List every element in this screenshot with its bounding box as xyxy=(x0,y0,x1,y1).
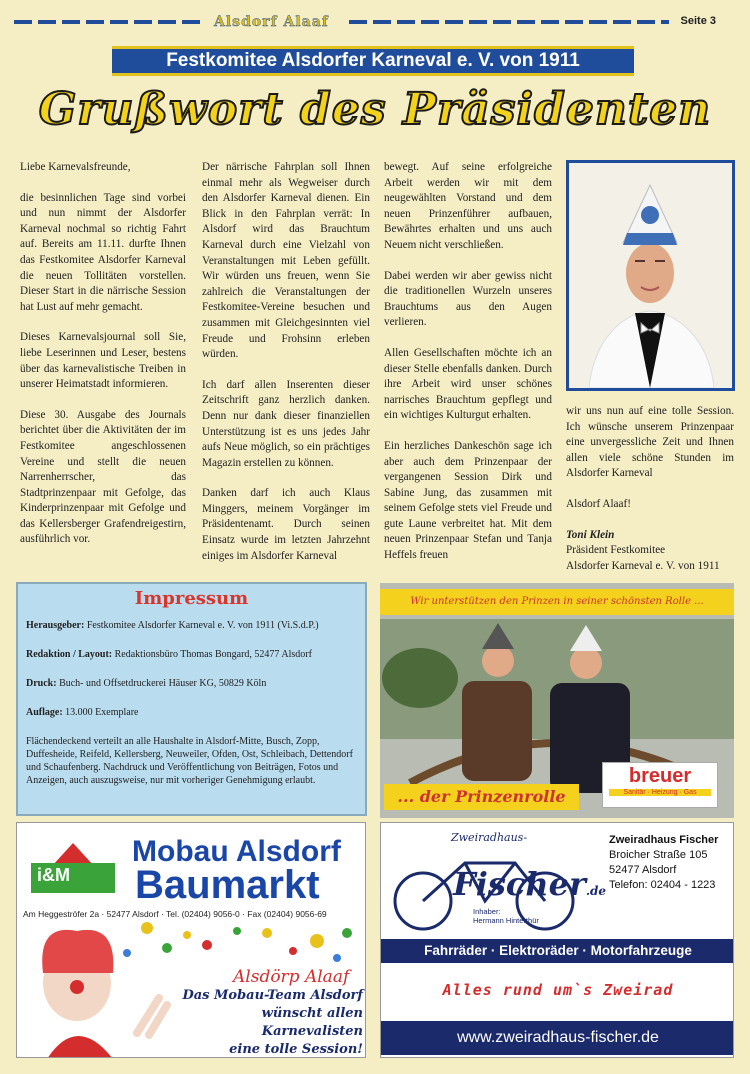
brand-title: Alsdorf Alaaf xyxy=(214,14,329,30)
header-rule-right xyxy=(349,20,669,24)
signature-name: Toni Klein xyxy=(566,528,615,541)
mobau-message xyxy=(167,987,363,1058)
paragraph: bewegt. Auf seine erfolgreiche Arbeit werden wir mit dem neugewählten Vorstand und dem neuen Prinzenführer aufbauen, Bewährtes erhalten und uns auch Neuem nicht verschließen. xyxy=(384,161,552,251)
fischer-ad xyxy=(380,822,734,1058)
impressum-title: Impressum xyxy=(134,588,249,609)
paragraph: Ich darf allen Inserenten dieser Zeitschrift ganz herzlich danken. Denn nur dank dieser finanziellen Unterstützung ist es uns jedes Jahr aufs Neue möglich, so ein prächtiges Magazin erstellen zu können. xyxy=(202,378,370,469)
page-header xyxy=(14,14,736,30)
row-label: Auflage: xyxy=(26,707,63,718)
fischer-logo xyxy=(453,865,606,903)
impressum-row xyxy=(26,706,357,719)
article-column-2 xyxy=(202,160,370,579)
prinzenrolle-ad xyxy=(380,583,734,818)
row-label: Redaktion / Layout: xyxy=(26,649,113,660)
logo-prefix: Zweiradhaus- xyxy=(451,831,528,844)
owner-name: Hermann Hinterthür xyxy=(473,916,539,925)
row-value: Festkomitee Alsdorfer Karneval e. V. von 1911 (Vi.S.d.P.) xyxy=(84,620,319,631)
shop-name: Zweiradhaus Fischer xyxy=(609,834,719,846)
shop-street: Broicher Straße 105 xyxy=(609,849,708,861)
shop-city: 52477 Alsdorf xyxy=(609,864,677,876)
impressum-row xyxy=(26,648,357,661)
banner-text: Wir unterstützen den Prinzen in seiner schönsten Rolle ... xyxy=(410,596,704,607)
row-value: 13.000 Exemplare xyxy=(62,707,139,718)
breuer-logo xyxy=(602,762,718,808)
owner xyxy=(473,907,539,925)
prinzenrolle-label: ... der Prinzenrolle xyxy=(384,784,579,810)
impressum-box xyxy=(16,582,367,816)
mobau-baumarkt: Baumarkt xyxy=(135,863,320,907)
president-photo xyxy=(566,160,735,391)
impressum-note: Flächendeckend verteilt an alle Haushalte in Alsdorf-Mitte, Busch, Zopp, Duffesheide, Reifeld, Kellersberg, Neuweiler, Ofden, Ost, Schleibach, Dettendorf und Schaufenberg. Nachdruck und Veröffentlichung von Beiträgen, Fotos und Anzeigen, auch auszugsweise, nur mit vorheriger Genehmigung erlaubt. xyxy=(26,736,353,786)
article-column-4 xyxy=(566,404,734,574)
logo-tld: .de xyxy=(585,884,607,898)
paragraph: Allen Gesellschaften möchte ich an dieser Stelle ebenfalls danken. Durch ihre Arbeit wird unser schönes narrisches Brauchtum gepflegt und ein wichtiges Kulturgut erhalten. xyxy=(384,346,552,422)
breuer-tagline: Sanitär · Heizung · Gas xyxy=(609,789,711,796)
paragraph: Der närrische Fahrplan soll Ihnen einmal mehr als Wegweiser durch den Alsdorfer Karneval dienen. Ein Blick in den Fahrplan verrät: In Alsdorf wird das Brauchtum Karneval durch eine Vielzahl von Veranstaltungen mit Leben gefüllt. Wir würden uns freuen, wenn Sie zahlreich die Veranstaltungen der Festkomitee-Vereine besuchen und zusammen mit Gleichgesinnten viel Freude und Frohsinn erleben würden. xyxy=(202,161,370,361)
mobau-name: Mobau Alsdorf xyxy=(132,835,341,868)
paragraph: Dieses Karnevalsjournal soll Sie, liebe Leserinnen und Leser, bestens über das karnevalistische Treiben in unserer Heimatstadt informieren. xyxy=(20,331,186,391)
row-value: Redaktionsbüro Thomas Bongard, 52477 Alsdorf xyxy=(112,649,312,660)
impressum-row xyxy=(26,677,357,690)
paragraph: wir uns nun auf eine tolle Session. Ich wünsche unserem Prinzenpaar eine unvergessliche Zeit und Ihnen allen viele schöne Stunden im Alsdorfer Karneval xyxy=(566,405,734,480)
message-line: eine tolle Session! xyxy=(229,1042,363,1057)
paragraph: Danken darf ich auch Klaus Minggers, meinem Vorgänger im Präsidentenamt. Durch seinen Einsatz wurde im letzten Jahrzehnt einiges im Alsdorfer Karneval xyxy=(202,487,370,562)
page-number: Seite 3 xyxy=(680,15,716,27)
article-column-1 xyxy=(20,160,186,563)
headline: Grußwort des Präsidenten xyxy=(38,84,712,135)
row-label: Druck: xyxy=(26,678,57,689)
impressum-row xyxy=(26,619,357,632)
signature-role: Präsident Festkomitee xyxy=(566,544,666,557)
mobau-alaaf: Alsdörp Alaaf xyxy=(233,967,350,987)
im-logo: i&M xyxy=(37,865,70,885)
mobau-address: Am Heggeströfer 2a · 52477 Alsdorf · Tel. (02404) 9056-0 · Fax (02404) 9056-69 xyxy=(23,909,327,919)
shop-phone: Telefon: 02404 - 1223 xyxy=(609,879,716,891)
paragraph: Dabei werden wir aber gewiss nicht die traditionellen Wurzeln unseres Brauchtums aus den Augen verlieren. xyxy=(384,269,552,329)
owner-label: Inhaber: xyxy=(473,907,501,916)
breuer-name: breuer xyxy=(628,765,692,787)
services-bar: Fahrräder · Elektroräder · Motorfahrzeuge xyxy=(381,939,734,963)
signature-org: Alsdorfer Karneval e. V. von 1911 xyxy=(566,559,720,572)
message-line: wünscht allen Karnevalisten xyxy=(261,1006,363,1039)
org-title-bar: Festkomitee Alsdorfer Karneval e. V. von 1911 xyxy=(112,46,634,76)
paragraph: Ein herzliches Dankeschön sage ich aber auch dem Prinzenpaar der vergangenen Session Dirk und Sabine Jung, das zusammen mit seinem Gefolge stets viel Freude und gute Laune verbreitet hat. Mit dem neuen Prinzenpaar Stefan und Tanja Heffels freuen xyxy=(384,439,552,562)
prinzen-banner xyxy=(380,589,734,615)
row-label: Herausgeber: xyxy=(26,620,85,631)
salutation: Liebe Karnevalsfreunde, xyxy=(20,161,131,173)
row-value: Buch- und Offsetdruckerei Häuser KG, 50829 Köln xyxy=(56,678,267,689)
president-portrait-image xyxy=(569,163,732,388)
fischer-address xyxy=(609,833,718,893)
website-link[interactable]: www.zweiradhaus-fischer.de xyxy=(381,1021,734,1055)
mobau-ad xyxy=(16,822,366,1058)
logo-name: Fischer xyxy=(453,865,586,903)
message-line: Das Mobau-Team Alsdorf xyxy=(182,988,363,1003)
paragraph: Diese 30. Ausgabe des Journals berichtet über die Aktivitäten der im Festkomitee angeschlossenen Vereine und stellt die neuen Narrenherrscher, das Stadtprinzenpaar mit Gefolge, das Kinderprinzenpaar mit Gefolge und das Kellersberger Grafendreigestirn, ausführlich vor. xyxy=(20,408,186,546)
article-column-3 xyxy=(384,160,552,579)
paragraph: die besinnlichen Tage sind vorbei und nun nimmt der Alsdorfer Karneval nochmal so richtig Fahrt auf. Bereits am 11.11. durfte Ihnen das Festkomitee Alsdorfer Karneval die neuen Tollitäten vorstellen. Dieser Start in die närrische Session hat Lust auf mehr gemacht. xyxy=(20,191,186,313)
closing-greeting: Alsdorf Alaaf! xyxy=(566,497,631,510)
slogan: Alles rund um`s Zweirad xyxy=(442,981,674,999)
header-rule-left xyxy=(14,20,204,24)
